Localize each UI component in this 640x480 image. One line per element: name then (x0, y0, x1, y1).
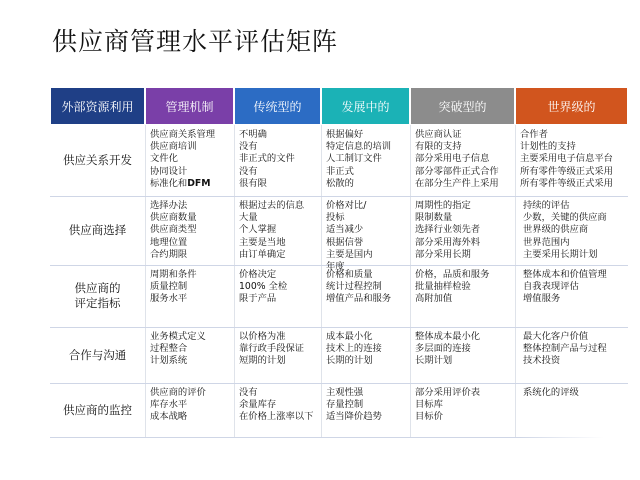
row-label: 供应商选择 (68, 223, 127, 237)
row-label: 供应商的监控 (63, 402, 132, 417)
header-breakthrough (410, 87, 515, 125)
row-label: 供应关系开发 (63, 153, 132, 167)
cell-line: 投标 (326, 212, 345, 224)
cell-line: 价格对比/ (326, 200, 367, 211)
cell-line: 少数，关键的供应商 (523, 212, 607, 224)
header-row (50, 87, 628, 125)
cell-line: 没有 (239, 141, 258, 153)
cell-line: 多层面的连接 (415, 343, 471, 355)
cell-line: 周期和条件 (150, 269, 197, 280)
matrix-cell (326, 331, 409, 383)
matrix-cell (326, 200, 409, 273)
header-label: 管理机制 (165, 99, 214, 114)
cell-line: 根据偏好 (326, 129, 364, 140)
cell-line: 以价格为准 (239, 331, 286, 342)
column-divider (145, 125, 146, 437)
cell-line: 协同设计 (150, 165, 188, 177)
cell-line: 大量 (239, 212, 258, 224)
matrix-cell (523, 269, 630, 327)
cell-line: 合约期限 (150, 248, 188, 260)
matrix-cell (239, 331, 320, 383)
cell-line: 最大化客户价值 (523, 331, 589, 342)
cell-line: 成本最小化 (326, 331, 373, 342)
cell-line: 价格和质量 (326, 269, 373, 280)
cell-line: 适当降价趋势 (326, 411, 382, 423)
cell-line: 高附加值 (415, 293, 453, 305)
cell-line: 所有零件等级正式采用 (520, 165, 613, 177)
cell-line: 在价格上涨率以下 (239, 411, 314, 423)
cell-line: 目标库 (415, 399, 443, 411)
cell-line: 供应商数量 (150, 212, 197, 224)
cell-line: 存量控制 (326, 399, 364, 411)
matrix-cell (326, 387, 409, 437)
matrix-cell (239, 129, 320, 196)
cell-line: 部分采用评价表 (415, 387, 481, 398)
cell-line: 供应商的评价 (150, 387, 206, 398)
cell-line: 部分采用海外料 (415, 236, 481, 248)
cell-line: 部分零部件正式合作 (415, 165, 499, 177)
cell-line: 有限的支持 (415, 141, 462, 153)
row-label: 供应商的 评定指标 (74, 281, 121, 310)
cell-line: 技术上的连接 (326, 343, 382, 355)
cell-line: 供应商认证 (415, 129, 462, 140)
matrix-cell (523, 331, 630, 383)
header-label: 外部资源利用 (61, 99, 134, 114)
cell-line: 质量控制 (150, 281, 188, 293)
cell-line: 业务模式定义 (150, 331, 206, 342)
header-label: 世界级的 (547, 99, 596, 114)
cell-line: 系统化的评级 (523, 387, 579, 398)
cell-line: 文件化 (150, 153, 178, 165)
corner-fade (520, 400, 640, 480)
matrix-cell (150, 200, 233, 265)
cell-line: 限于产品 (239, 293, 277, 305)
cell-line: 主要采用长期计划 (523, 248, 598, 260)
cell-line: 根据过去的信息 (239, 200, 305, 211)
cell-line: 部分采用长期 (415, 248, 471, 260)
cell-line: 标准化和DFM (150, 177, 211, 189)
header-label: 传统型的 (253, 99, 302, 114)
cell-line: 主观性强 (326, 387, 364, 398)
cell-line: 增值服务 (523, 293, 561, 305)
cell-line: 世界级的供应商 (523, 224, 589, 236)
cell-line: 长期计划 (415, 355, 453, 367)
cell-line: 批量抽样检验 (415, 281, 471, 293)
cell-line: 计划系统 (150, 355, 188, 367)
cell-line: 个人掌握 (239, 224, 277, 236)
page-title: 供应商管理水平评估矩阵 (52, 27, 339, 56)
cell-line: 限制数量 (415, 212, 453, 224)
cell-line: 松散的 (326, 177, 354, 189)
cell-line: 长期的计划 (326, 355, 373, 367)
matrix-cell (150, 129, 233, 196)
cell-line: 适当减少 (326, 224, 364, 236)
cell-line: 余量库存 (239, 399, 277, 411)
header-label: 发展中的 (341, 99, 390, 114)
header-label: 突破型的 (438, 99, 487, 114)
cell-line: 特定信息的培训 (326, 141, 392, 153)
cell-line: 整体成本最小化 (415, 331, 481, 342)
cell-line: 价格决定 (239, 269, 277, 280)
cell-line: 整体控制产品与过程 (523, 343, 607, 355)
matrix-cell (520, 129, 627, 196)
column-divider (234, 125, 235, 437)
cell-line: 根据信誉 (326, 236, 364, 248)
header-mechanism (145, 87, 234, 125)
cell-line: 选择行业领先者 (415, 224, 481, 236)
cell-line: 计划性的支持 (520, 141, 576, 153)
header-world-class (515, 87, 628, 125)
column-divider (515, 125, 516, 437)
cell-line: 供应商关系管理 (150, 129, 216, 140)
row-label: 合作与沟通 (68, 347, 127, 362)
matrix-cell (150, 269, 233, 327)
cell-line: 非正式的文件 (239, 153, 295, 165)
cell-line: 价格，品质和服务 (415, 269, 490, 280)
matrix-cell (523, 200, 630, 265)
cell-line: 增值产品和服务 (326, 293, 392, 305)
matrix-cell (150, 387, 233, 437)
cell-line: 主要是当地 (239, 236, 286, 248)
column-divider (321, 125, 322, 437)
matrix-cell (239, 200, 320, 265)
cell-line: 100% 全检 (239, 281, 288, 293)
cell-line: 供应商类型 (150, 224, 197, 236)
cell-line: 没有 (239, 387, 258, 398)
cell-line: 自我表现评估 (523, 281, 579, 293)
cell-line: 人工制订文件 (326, 153, 382, 165)
cell-line: 目标价 (415, 411, 443, 423)
cell-line: 供应商培训 (150, 141, 197, 153)
cell-line: 所有零件等级正式采用 (520, 177, 613, 189)
cell-line: 周期性的指定 (415, 200, 471, 211)
cell-line: 选择办法 (150, 200, 188, 211)
matrix-cell (239, 387, 320, 437)
cell-line: 主要是国内 (326, 248, 373, 260)
evaluation-matrix (50, 87, 628, 439)
cell-line: 靠行政手段保证 (239, 343, 305, 355)
header-external-resource (50, 87, 145, 125)
matrix-cell (326, 129, 409, 196)
cell-line: 很有限 (239, 177, 267, 189)
cell-line: 短期的计划 (239, 355, 286, 367)
cell-line: 部分采用电子信息 (415, 153, 490, 165)
cell-line: 库存水平 (150, 399, 188, 411)
column-divider (410, 125, 411, 437)
matrix-cell (415, 129, 514, 196)
cell-line: 非正式 (326, 165, 354, 177)
matrix-cell (415, 269, 514, 327)
cell-line: 过程整合 (150, 343, 188, 355)
matrix-cell (415, 331, 514, 383)
cell-line: 整体成本和价值管理 (523, 269, 607, 280)
cell-line: 不明确 (239, 129, 267, 140)
cell-line: 世界范围内 (523, 236, 570, 248)
cell-line: 统计过程控制 (326, 281, 382, 293)
cell-line: 服务水平 (150, 293, 188, 305)
matrix-cell (415, 387, 514, 437)
matrix-cell (150, 331, 233, 383)
cell-line: 主要采用电子信息平台 (520, 153, 613, 165)
cell-line: 持续的评估 (523, 200, 570, 211)
matrix-cell (326, 269, 409, 327)
cell-line: 地理位置 (150, 236, 188, 248)
cell-line: 由订单确定 (239, 248, 286, 260)
cell-line: 合作者 (520, 129, 548, 140)
header-traditional (234, 87, 321, 125)
cell-line: 成本战略 (150, 411, 188, 423)
cell-line: 在部分生产件上采用 (415, 177, 499, 189)
matrix-cell (415, 200, 514, 265)
cell-line: 技术投资 (523, 355, 561, 367)
matrix-cell (239, 269, 320, 327)
cell-line: 年度 (326, 261, 345, 273)
header-developing (321, 87, 410, 125)
cell-line: 没有 (239, 165, 258, 177)
